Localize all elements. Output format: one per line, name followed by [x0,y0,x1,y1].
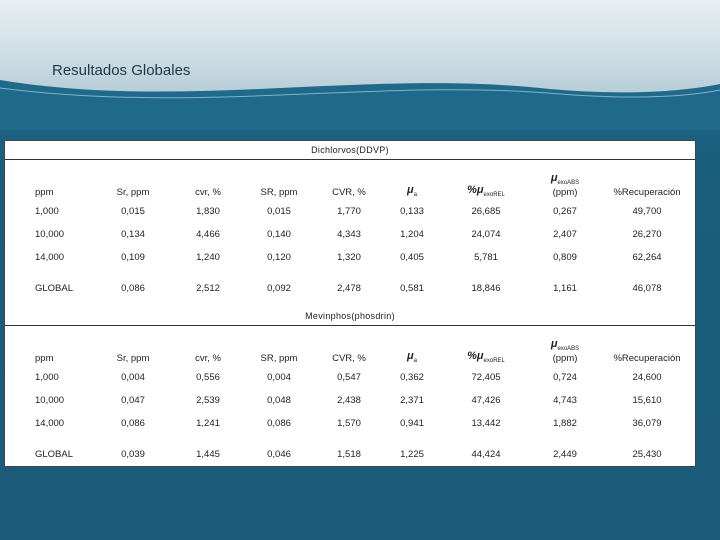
table-cell: 13,442 [471,418,501,429]
header-cvr: CVR, % [332,353,366,364]
mu-exoabs-subscript: exoABS [557,345,580,352]
table-row [5,366,695,389]
mu-subscript: a [413,192,417,198]
table-cell: 1,445 [196,448,220,460]
table-cell: 0,133 [400,206,424,217]
table-cell: 1,240 [196,252,220,263]
table-cell: 14,000 [35,418,65,429]
table-cell: 1,000 [35,206,59,217]
table-cell: 46,078 [632,282,662,294]
mu-symbol: μ [407,184,414,197]
table-cell: 0,134 [121,229,145,240]
header-sr: Sr, ppm [116,353,150,364]
mu-symbol: μ [407,350,414,363]
table-cell: 24,600 [632,372,662,383]
header-ppm: ppm [35,353,54,364]
table-cell: GLOBAL [35,282,74,294]
table-cell: 0,109 [121,252,145,263]
table-cell: 2,371 [400,395,424,406]
table-cell: 4,343 [337,229,361,240]
table-cell: 0,092 [267,282,291,294]
table-cell: 0,405 [400,252,424,263]
table-cell: 1,570 [337,418,361,429]
global-row [5,435,695,473]
header-cvr: cvr, % [195,187,221,198]
table-cell: 0,140 [267,229,291,240]
table-cell: 0,556 [196,372,220,383]
header-band [0,0,720,95]
table-cell: 5,781 [474,252,498,263]
table-cell: 0,048 [267,395,291,406]
header-mu-exoabs-stack [531,338,599,364]
table-cell: 1,000 [35,372,59,383]
header-mu-a [383,326,441,367]
table-cell: 1,518 [337,448,361,460]
header-cvr: cvr, % [195,353,221,364]
table-cell: 47,426 [471,395,501,406]
table-cell: 0,047 [121,395,145,406]
results-table-card [4,140,696,467]
mu-exoabs-symbol: μ [550,171,558,184]
table-cell: 36,079 [632,418,662,429]
table-cell: 15,610 [632,395,662,406]
mu-exoabs-label [551,172,579,187]
header-recovery: %Recuperación [613,187,681,198]
table-cell: 0,362 [400,372,424,383]
table-cell: 18,846 [471,282,501,294]
table-cell: 2,438 [337,395,361,406]
table-cell: 1,225 [400,448,424,460]
header-sr: SR, ppm [260,353,298,364]
table-cell: 0,015 [267,206,291,217]
table-cell: 24,074 [471,229,501,240]
table-cell: 0,015 [121,206,145,217]
table-cell: 1,161 [553,282,577,294]
table-row [5,246,695,269]
table-cell: 1,320 [337,252,361,263]
header-row [5,160,695,201]
table-cell: 0,086 [121,418,145,429]
table-cell: 10,000 [35,395,65,406]
table-cell: 0,046 [267,448,291,460]
table-cell: 25,430 [632,448,662,460]
pct-mu-subscript: exoREL [483,192,505,198]
header-pct-mu-exorel [441,326,531,367]
pct-mu-subscript: exoREL [483,358,505,364]
header-mu-a [383,160,441,201]
table-row [5,412,695,435]
mu-exoabs-subscript: exoABS [557,179,580,186]
header-mu-exoabs [531,160,599,201]
header-recovery: %Recuperación [613,353,681,364]
table-cell: 0,086 [267,418,291,429]
table-cell: 44,424 [471,448,501,460]
table-cell: 49,700 [632,206,662,217]
table-row [5,223,695,246]
table-cell: 2,449 [553,448,577,460]
table-cell: 0,724 [553,372,577,383]
table-cell: GLOBAL [35,448,74,460]
results-table [5,141,695,473]
table-cell: 1,204 [400,229,424,240]
header-mu-exoabs [531,326,599,367]
table-cell: 10,000 [35,229,65,240]
table-row [5,389,695,412]
header-wave-decoration [0,70,720,130]
global-row [5,269,695,307]
table-cell: 0,120 [267,252,291,263]
table-cell: 0,267 [553,206,577,217]
table-cell: 0,809 [553,252,577,263]
table-cell: 0,547 [337,372,361,383]
section-title: Mevinphos(phosdrin) [5,307,695,326]
table-cell: 72,405 [471,372,501,383]
header-mu-exoabs-stack [531,172,599,198]
mu-exoabs-unit: (ppm) [552,186,578,198]
table-row [5,200,695,223]
header-sr: Sr, ppm [116,187,150,198]
table-cell: 14,000 [35,252,65,263]
mu-exoabs-unit: (ppm) [552,352,578,364]
table-cell: 1,241 [196,418,220,429]
section-title-row [5,307,695,326]
table-cell: 0,086 [121,282,145,294]
table-cell: 2,478 [337,282,361,294]
header-sr: SR, ppm [260,187,298,198]
section-title: Dichlorvos(DDVP) [5,141,695,160]
table-cell: 62,264 [632,252,662,263]
mu-exoabs-symbol: μ [550,337,558,350]
table-cell: 26,270 [632,229,662,240]
table-cell: 0,039 [121,448,145,460]
table-cell: 1,770 [337,206,361,217]
slide-title: Resultados Globales [52,62,191,79]
table-cell: 26,685 [471,206,501,217]
header-cvr: CVR, % [332,187,366,198]
pct-mu-symbol: %μ [467,184,484,197]
header-row [5,326,695,367]
table-cell: 4,466 [196,229,220,240]
table-cell: 0,004 [267,372,291,383]
table-cell: 0,581 [400,282,424,294]
header-pct-mu-exorel [441,160,531,201]
table-cell: 1,830 [196,206,220,217]
mu-exoabs-label [551,338,579,353]
table-cell: 2,539 [196,395,220,406]
table-cell: 1,882 [553,418,577,429]
table-cell: 2,407 [553,229,577,240]
header-ppm: ppm [35,187,54,198]
table-cell: 0,004 [121,372,145,383]
table-cell: 0,941 [400,418,424,429]
table-cell: 4,743 [553,395,577,406]
table-cell: 2,512 [196,282,220,294]
mu-subscript: a [413,358,417,364]
section-title-row [5,141,695,160]
pct-mu-symbol: %μ [467,350,484,363]
